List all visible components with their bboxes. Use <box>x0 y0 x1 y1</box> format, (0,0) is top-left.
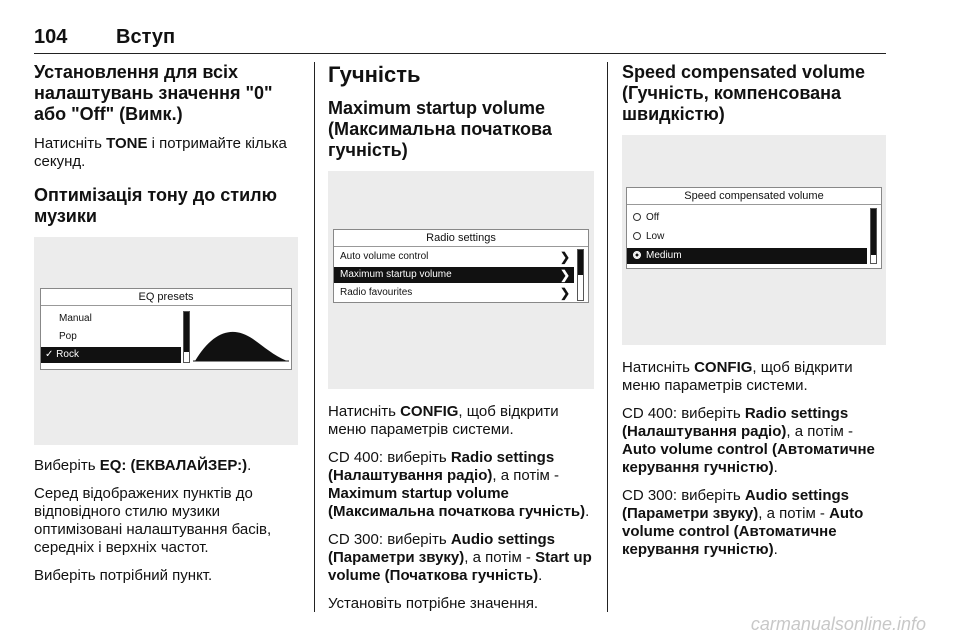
eq-panel-title: EQ presets <box>41 289 291 306</box>
check-icon: ✓ <box>45 349 54 360</box>
heading-volume: Гучність <box>328 62 421 87</box>
paragraph-cd400: CD 400: виберіть Radio settings (Налаштування радіо), а потім - Maximum startup volume (Максимальна початкова гучність). <box>328 449 590 520</box>
radio-settings-screenshot <box>328 171 594 389</box>
speed-comp-screenshot <box>622 135 886 345</box>
radio-off-icon <box>633 213 641 221</box>
speed-scrollbar[interactable] <box>870 208 877 264</box>
paragraph-config: Натисніть CONFIG, щоб відкрити меню параметрів системи. <box>622 359 853 394</box>
column-1 <box>34 62 299 595</box>
eq-panel <box>40 288 292 370</box>
eq-presets-screenshot <box>34 237 298 445</box>
paragraph-cd300: CD 300: виберіть Audio settings (Параметри звуку), а потім - Start up volume (Початкова гучність). <box>328 531 592 584</box>
heading-speed-comp: Speed compensated volume (Гучність, компенсована швидкістю) <box>622 62 866 124</box>
column-2 <box>328 62 596 623</box>
eq-curve-graphic <box>193 311 289 363</box>
heading-max-startup: Maximum startup volume (Максимальна початкова гучність) <box>328 98 552 160</box>
paragraph-tone: Натисніть TONE і потримайте кілька секунд. <box>34 135 287 170</box>
radio-item-max-startup[interactable]: Maximum startup volume ❯ <box>334 267 574 283</box>
section-title: Вступ <box>116 26 176 48</box>
speed-option-medium[interactable]: Medium <box>627 248 867 264</box>
speed-panel <box>626 187 882 269</box>
speed-option-off[interactable]: Off <box>627 210 867 226</box>
radio-panel <box>333 229 589 303</box>
eq-item-rock[interactable]: ✓ Rock <box>41 347 181 363</box>
chevron-right-icon: ❯ <box>559 250 570 264</box>
watermark: carmanualsonline.info <box>750 614 926 634</box>
paragraph-select-eq: Виберіть EQ: (ЕКВАЛАЙЗЕР:). <box>34 457 252 474</box>
chevron-right-icon: ❯ <box>559 268 570 282</box>
speed-option-low[interactable]: Low <box>627 229 867 245</box>
eq-item-manual[interactable]: Manual <box>59 313 92 324</box>
radio-scrollbar[interactable] <box>577 249 584 301</box>
paragraph-cd400: CD 400: виберіть Radio settings (Налаштування радіо), а потім - Auto volume control (Автоматичне керування гучністю). <box>622 405 875 476</box>
column-3 <box>622 62 886 569</box>
speed-panel-title: Speed compensated volume <box>627 188 881 205</box>
chevron-right-icon: ❯ <box>559 286 570 300</box>
column-divider <box>607 62 608 612</box>
radio-item-auto-volume[interactable]: Auto volume control ❯ <box>340 250 570 264</box>
eq-scrollbar[interactable] <box>183 311 190 363</box>
paragraph-cd300: CD 300: виберіть Audio settings (Параметри звуку), а потім - Auto volume control (Автоматичне керування гучністю). <box>622 487 864 558</box>
paragraph-eq-desc: Серед відображених пунктів до відповідного стилю музики оптимізовані налаштування басів, середніх і верхніх частот. <box>34 485 272 556</box>
heading-reset: Установлення для всіх налаштувань значення "0" або "Off" (Вимк.) <box>34 62 273 124</box>
paragraph-select-item: Виберіть потрібний пункт. <box>34 567 213 584</box>
page-number: 104 <box>34 26 68 48</box>
paragraph-config: Натисніть CONFIG, щоб відкрити меню параметрів системи. <box>328 403 559 438</box>
radio-off-icon <box>633 232 641 240</box>
eq-item-pop[interactable]: Pop <box>59 331 77 342</box>
radio-item-favourites[interactable]: Radio favourites ❯ <box>340 286 570 300</box>
column-divider <box>314 62 315 612</box>
page-header <box>34 26 886 54</box>
radio-panel-title: Radio settings <box>334 230 588 247</box>
radio-on-icon <box>633 251 641 259</box>
paragraph-set-value: Установіть потрібне значення. <box>328 595 539 612</box>
heading-optimize: Оптимізація тону до стилю музики <box>34 185 277 226</box>
